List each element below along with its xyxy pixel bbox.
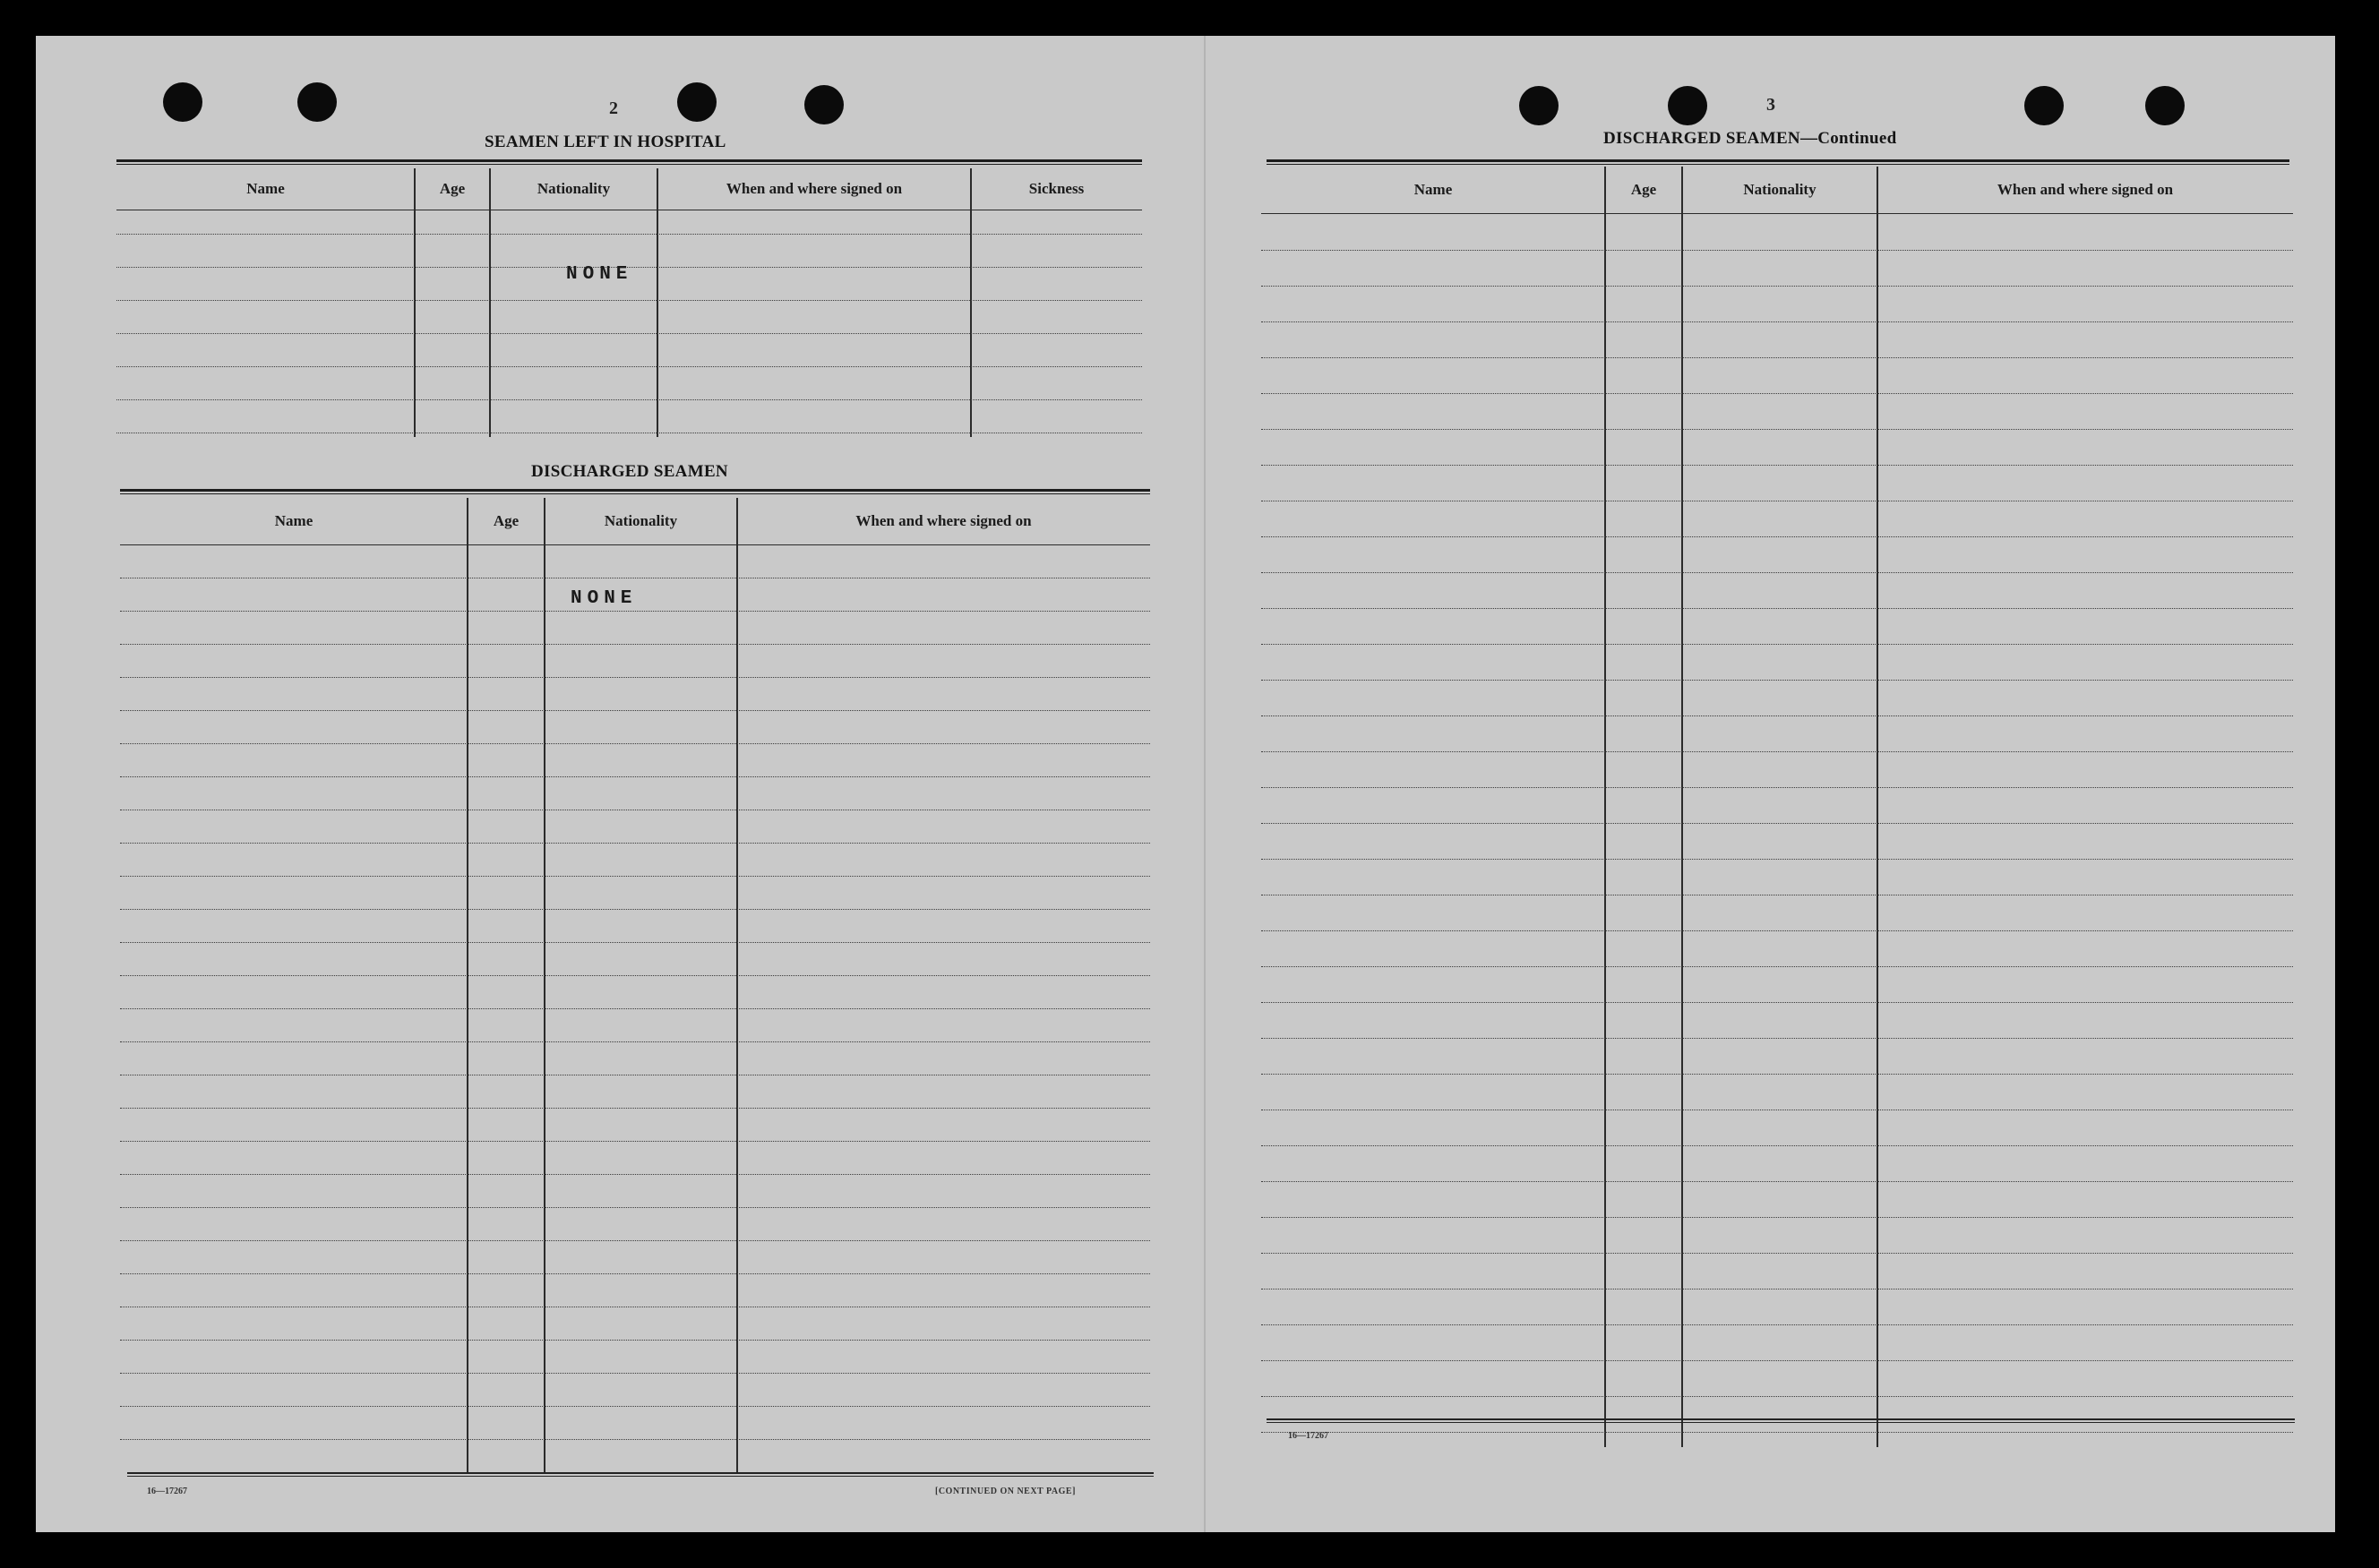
table-row xyxy=(120,1373,1150,1374)
discharged-continued-table-header xyxy=(1261,167,2293,214)
col-signed-on-header: When and where signed on xyxy=(726,180,903,197)
column-divider xyxy=(1604,167,1606,1447)
table-row xyxy=(1261,286,2293,287)
col-nationality-header: Nationality xyxy=(537,180,611,197)
table-row xyxy=(1261,357,2293,358)
column-divider xyxy=(414,168,416,437)
table-row xyxy=(120,1041,1150,1042)
table-row xyxy=(120,1439,1150,1440)
table-row xyxy=(116,300,1142,301)
table-row xyxy=(120,1141,1150,1142)
punch-hole xyxy=(1519,86,1559,125)
table-row xyxy=(1261,1145,2293,1146)
discharged-section-title: DISCHARGED SEAMEN xyxy=(531,462,728,481)
table-row xyxy=(1261,680,2293,681)
bottom-rule xyxy=(127,1472,1154,1477)
table-row xyxy=(1261,572,2293,573)
table-row xyxy=(1261,1002,2293,1003)
table-row xyxy=(120,975,1150,976)
table-row xyxy=(120,611,1150,612)
table-row xyxy=(116,333,1142,334)
table-row xyxy=(1261,608,2293,609)
table-row xyxy=(1261,1217,2293,1218)
punch-hole xyxy=(677,82,717,122)
discharged-continued-title xyxy=(1603,129,1896,149)
page-fold xyxy=(1204,36,1206,1532)
table-row xyxy=(1261,393,2293,394)
table-row xyxy=(1261,966,2293,967)
table-row xyxy=(1261,787,2293,788)
hospital-table-header xyxy=(116,168,1142,210)
col-age-header: Age xyxy=(1630,181,1657,198)
table-row xyxy=(1261,1432,2293,1433)
col-sickness-header: Sickness xyxy=(1028,180,1085,197)
table-row xyxy=(1261,1038,2293,1039)
table-row xyxy=(120,1240,1150,1241)
column-divider xyxy=(1877,167,1878,1447)
col-age-header: Age xyxy=(439,180,466,197)
table-row xyxy=(1261,859,2293,860)
col-nationality-header: Nationality xyxy=(1743,181,1816,198)
table-row xyxy=(120,710,1150,711)
punch-hole xyxy=(297,82,337,122)
column-divider xyxy=(489,168,491,437)
discharged-continued-title-suffix: —Continued xyxy=(1799,129,1897,148)
table-row xyxy=(1261,536,2293,537)
continued-note: [CONTINUED ON NEXT PAGE] xyxy=(935,1487,1076,1496)
table-row xyxy=(116,366,1142,367)
table-row xyxy=(1261,751,2293,752)
table-row xyxy=(1261,823,2293,824)
punch-hole xyxy=(163,82,202,122)
table-row xyxy=(1261,429,2293,430)
discharged-continued-table xyxy=(1261,167,2293,1447)
column-divider xyxy=(1681,167,1683,1447)
heavy-rule xyxy=(116,159,1142,165)
discharged-table-header xyxy=(120,498,1150,545)
form-number-left: 16—17267 xyxy=(147,1487,187,1496)
table-row xyxy=(1261,1324,2293,1325)
discharged-table xyxy=(120,498,1150,1474)
table-row xyxy=(120,1406,1150,1407)
punch-hole xyxy=(2024,86,2064,125)
column-divider xyxy=(970,168,972,437)
bottom-rule xyxy=(1267,1418,2295,1423)
table-row xyxy=(120,1174,1150,1175)
heavy-rule xyxy=(120,489,1150,494)
table-row xyxy=(1261,1074,2293,1075)
heavy-rule xyxy=(1267,159,2289,165)
discharged-continued-title-main: DISCHARGED SEAMEN xyxy=(1603,129,1800,148)
col-name-header: Name xyxy=(274,512,313,529)
discharged-entry-none: NONE xyxy=(571,588,638,609)
form-number-right: 16—17267 xyxy=(1288,1431,1328,1441)
hospital-section-title: SEAMEN LEFT IN HOSPITAL xyxy=(485,133,726,151)
table-row xyxy=(1261,715,2293,716)
col-age-header: Age xyxy=(493,512,520,529)
page-number-left: 2 xyxy=(609,99,618,118)
punch-hole xyxy=(1668,86,1707,125)
table-row xyxy=(120,1273,1150,1274)
table-row xyxy=(120,776,1150,777)
table-row xyxy=(116,234,1142,235)
table-row xyxy=(120,644,1150,645)
table-row xyxy=(120,1008,1150,1009)
table-row xyxy=(120,743,1150,744)
table-row xyxy=(120,942,1150,943)
table-row xyxy=(1261,250,2293,251)
table-row xyxy=(1261,1396,2293,1397)
table-row xyxy=(1261,1289,2293,1290)
col-signed-on-header: When and where signed on xyxy=(855,512,1032,529)
col-name-header: Name xyxy=(1413,181,1453,198)
table-row xyxy=(120,1340,1150,1341)
table-row xyxy=(1261,930,2293,931)
document-sheet xyxy=(36,36,2335,1532)
table-row xyxy=(120,843,1150,844)
punch-hole xyxy=(804,85,844,124)
table-row xyxy=(116,399,1142,400)
table-row xyxy=(120,876,1150,877)
table-row xyxy=(1261,644,2293,645)
punch-hole xyxy=(2145,86,2185,125)
table-row xyxy=(120,677,1150,678)
table-row xyxy=(1261,1181,2293,1182)
table-row xyxy=(1261,465,2293,466)
page-number-right: 3 xyxy=(1766,95,1775,115)
table-row xyxy=(120,909,1150,910)
hospital-entry-none: NONE xyxy=(566,264,633,285)
table-row xyxy=(1261,321,2293,322)
col-signed-on-header: When and where signed on xyxy=(1997,181,2174,198)
col-name-header: Name xyxy=(246,180,285,197)
table-row xyxy=(120,1108,1150,1109)
column-divider xyxy=(657,168,658,437)
table-row xyxy=(120,1207,1150,1208)
table-row xyxy=(1261,1360,2293,1361)
col-nationality-header: Nationality xyxy=(604,512,678,529)
hospital-table xyxy=(116,168,1142,437)
table-row xyxy=(1261,1253,2293,1254)
